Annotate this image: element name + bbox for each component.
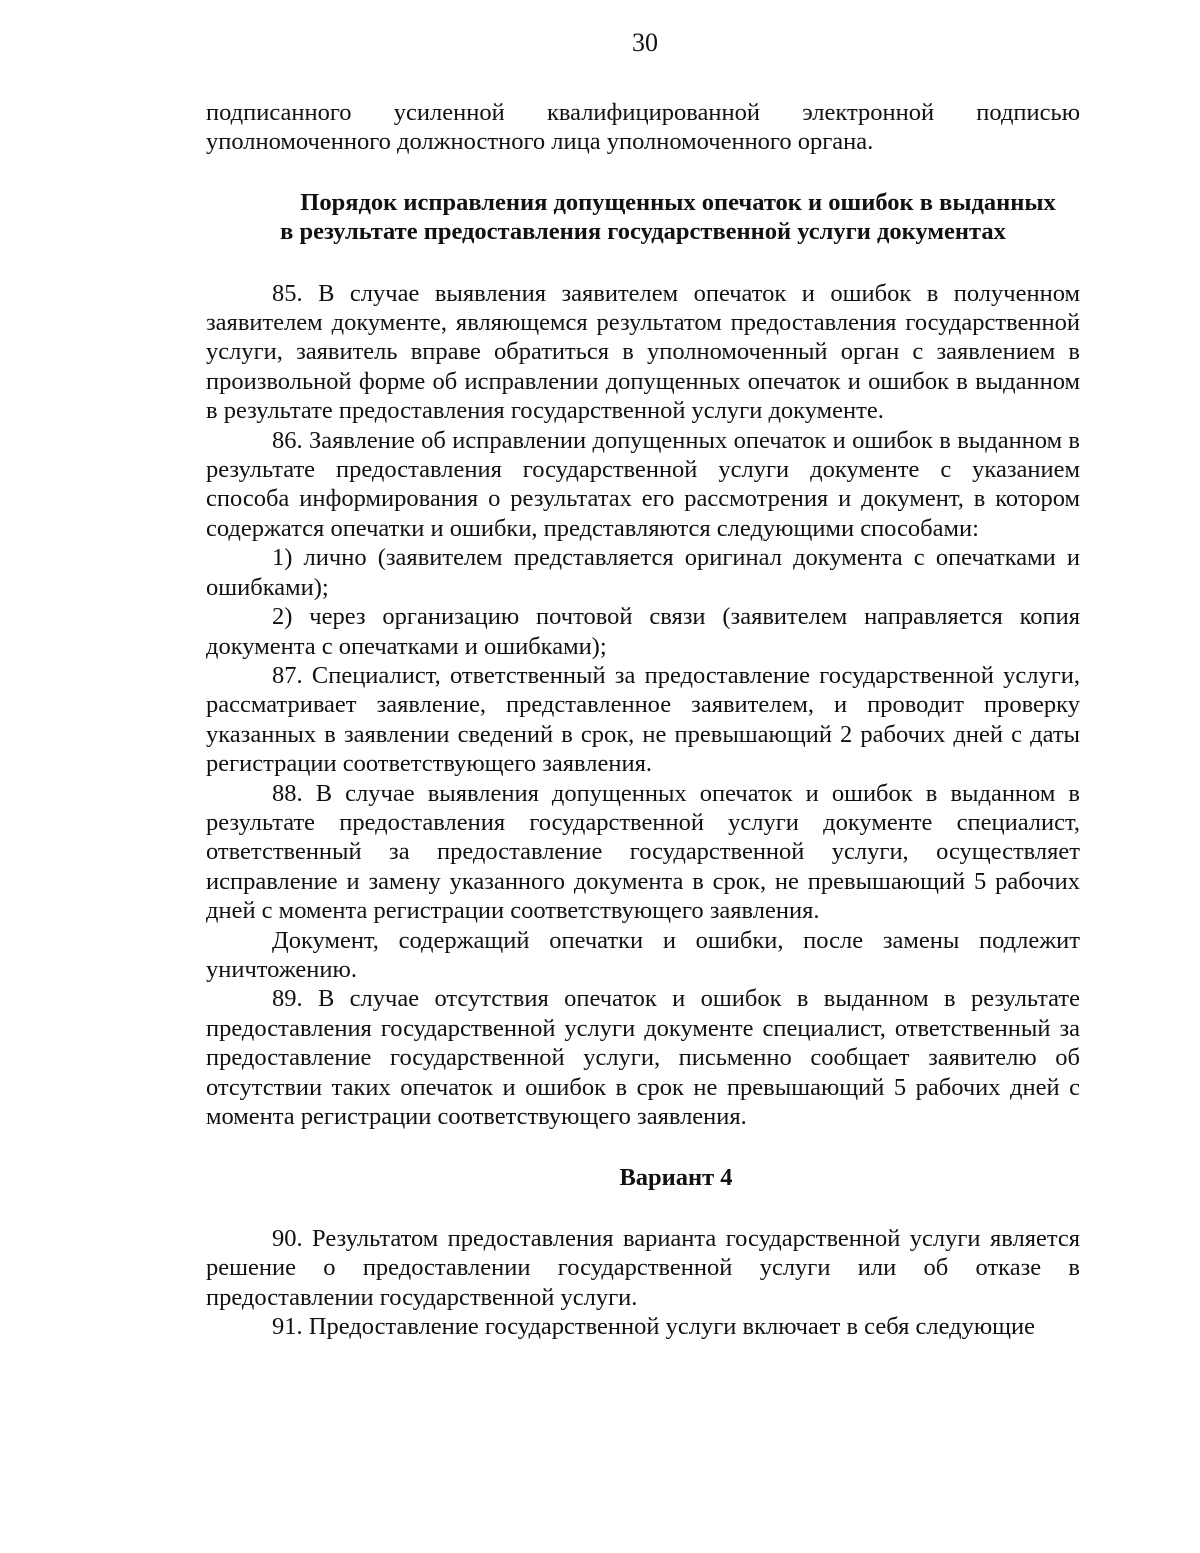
- document-body: [206, 98, 1080, 1341]
- paragraph-91: 91. Предоставление государственной услуги включает в себя следующие: [272, 1313, 1035, 1341]
- section-heading-line-1: Порядок исправления допущенных опечаток и ошибок в выданных: [300, 188, 1056, 216]
- paragraph-88: 88. В случае выявления допущенных опечаток и ошибок в выданном в результате предоставления государственной услуги документе специалист, ответственный за предоставление государственной услуги, осуществляет исправление и замену указанного документа в срок, не превышающий 5 рабочих дней с момента регистрации соответствующего заявления.: [206, 779, 1080, 925]
- paragraph-90: 90. Результатом предоставления варианта государственной услуги является решение о предоставлении государственной услуги или об отказе в предоставлении государственной услуги.: [206, 1224, 1080, 1311]
- section-heading: [206, 188, 1080, 247]
- paragraph-86: 86. Заявление об исправлении допущенных опечаток и ошибок в выданном в результате предоставления государственной услуги документе с указанием способа информирования о результатах его рассмотрения и документ, в котором содержатся опечатки и ошибки, представляются следующими способами:: [206, 426, 1080, 542]
- paragraph-89: 89. В случае отсутствия опечаток и ошибок в выданном в результате предоставления государственной услуги документе специалист, ответственный за предоставление государственной услуги, письменно сообщает заявителю об отсутствии таких опечаток и ошибок в срок не превышающий 5 рабочих дней с момента регистрации соответствующего заявления.: [206, 985, 1080, 1130]
- intro-paragraph: подписанного усиленной квалифицированной электронной подписью уполномоченного должностного лица уполномоченного органа.: [206, 99, 1080, 156]
- paragraph-87: 87. Специалист, ответственный за предоставление государственной услуги, рассматривает заявление, представленное заявителем, и проводит проверку указанных в заявлении сведений в срок, не превышающий 2 рабочих дней с даты регистрации соответствующего заявления.: [206, 661, 1080, 778]
- variant-heading: Вариант 4: [619, 1164, 733, 1192]
- list-item-2: 2) через организацию почтовой связи (заявителем направляется копия документа с опечатками и ошибками);: [206, 603, 1080, 660]
- paragraph-85: 85. В случае выявления заявителем опечаток и ошибок в полученном заявителем документе, являющемся результатом предоставления государственной услуги, заявитель вправе обратиться в уполномоченный орган с заявлением в произвольной форме об исправлении допущенных опечаток и ошибок в выданном в результате предоставления государственной услуги документе.: [206, 279, 1080, 425]
- paragraph-88-note: Документ, содержащий опечатки и ошибки, после замены подлежит уничтожению.: [206, 926, 1080, 983]
- page-number: 30: [632, 28, 658, 57]
- section-heading-line-2: в результате предоставления государственной услуги документах: [280, 218, 1006, 246]
- list-item-1: 1) лично (заявителем представляется оригинал документа с опечатками и ошибками);: [206, 544, 1080, 601]
